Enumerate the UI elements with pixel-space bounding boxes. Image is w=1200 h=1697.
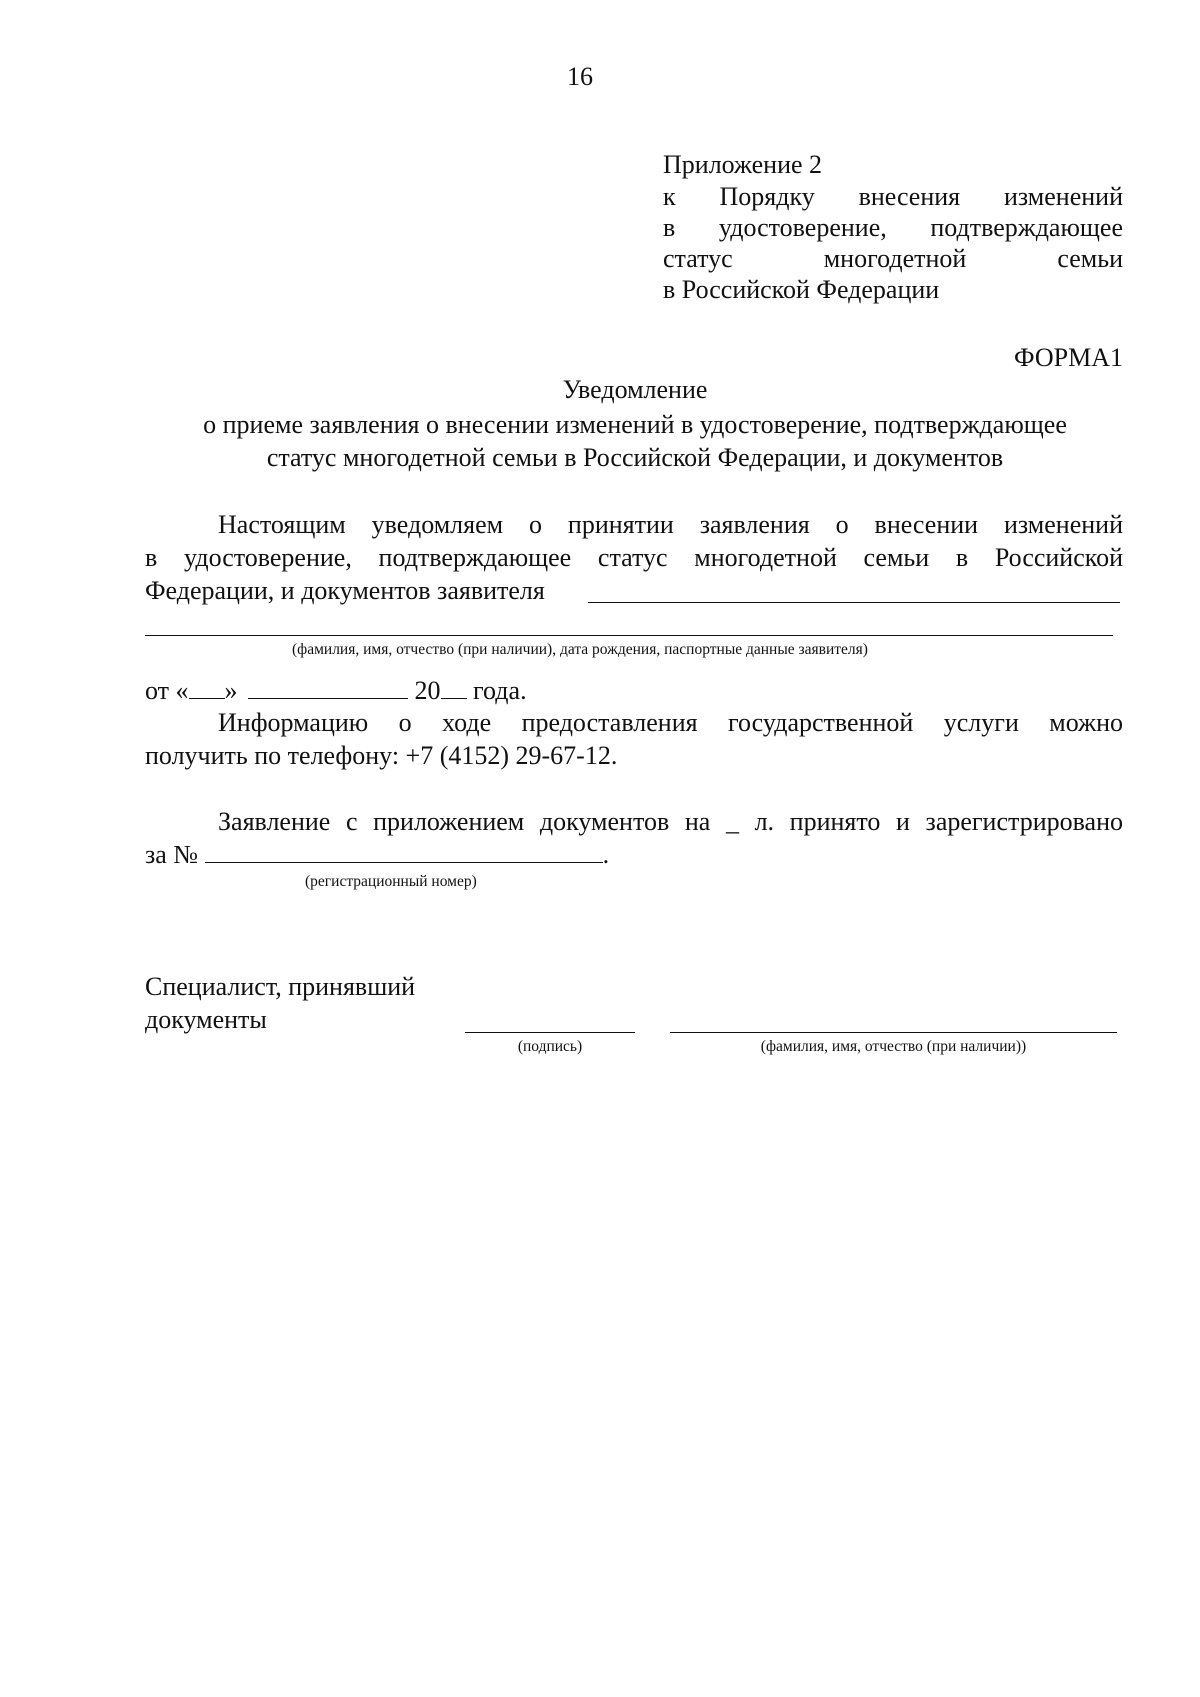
registration-caption: (регистрационный номер)	[305, 873, 477, 890]
notice-title: Уведомление	[562, 375, 708, 404]
applicant-field[interactable]	[145, 635, 1113, 636]
specialist-label-line-1: Специалист, принявший	[145, 972, 416, 1001]
appendix-line-4: в Российской Федерации	[663, 275, 940, 304]
registration-suffix: .	[602, 840, 610, 869]
body-paragraph-3-line-1: Заявление с приложением документов на _ л. принято и зарегистрировано	[218, 807, 1123, 836]
body-paragraph-1-line-3: Федерации, и документов заявителя	[145, 576, 545, 605]
body-paragraph-1-line-2: в удостоверение, подтверждающее статус многодетной семьи в Российской	[145, 543, 1123, 572]
date-prefix: от «	[145, 676, 189, 705]
date-line	[145, 676, 527, 706]
signature-caption: (подпись)	[517, 1038, 583, 1055]
registration-prefix: за №	[145, 840, 199, 869]
applicant-caption: (фамилия, имя, отчество (при наличии), дата рождения, паспортные данные заявителя)	[292, 641, 868, 658]
registration-number-field[interactable]	[205, 840, 603, 863]
appendix-line-2: в удостоверение, подтверждающее	[663, 213, 1123, 242]
specialist-name-field[interactable]	[670, 1032, 1117, 1033]
date-day-field[interactable]	[189, 676, 225, 699]
date-year-prefix: 20	[414, 676, 441, 705]
specialist-label-line-2: документы	[145, 1005, 267, 1034]
body-paragraph-2-line-1: Информацию о ходе предоставления государственной услуги можно	[218, 708, 1123, 737]
notice-subtitle-line-2: статус многодетной семьи в Российской Федерации, и документов	[266, 443, 1004, 472]
appendix-title: Приложение 2	[663, 150, 823, 179]
appendix-line-1: к Порядку внесения изменений	[663, 182, 1123, 211]
body-paragraph-1-line-1: Настоящим уведомляем о принятии заявления о внесении изменений	[218, 510, 1123, 539]
body-paragraph-2-line-2: получить по телефону: +7 (4152) 29-67-12.	[145, 741, 618, 770]
date-suffix: года.	[473, 676, 527, 705]
page-number: 16	[567, 62, 593, 91]
appendix-line-3: статус многодетной семьи	[663, 244, 1123, 273]
form-label: ФОРМА1	[1014, 343, 1123, 372]
date-month-field[interactable]	[248, 676, 408, 699]
applicant-inline-field[interactable]	[588, 602, 1120, 603]
date-year-field[interactable]	[441, 676, 467, 699]
specialist-name-caption: (фамилия, имя, отчество (при наличии))	[760, 1038, 1027, 1055]
date-quote-close: »	[224, 676, 238, 705]
registration-line	[145, 840, 609, 870]
signature-field[interactable]	[465, 1032, 635, 1033]
notice-subtitle-line-1: о приеме заявления о внесении изменений в удостоверение, подтверждающее	[203, 410, 1067, 439]
